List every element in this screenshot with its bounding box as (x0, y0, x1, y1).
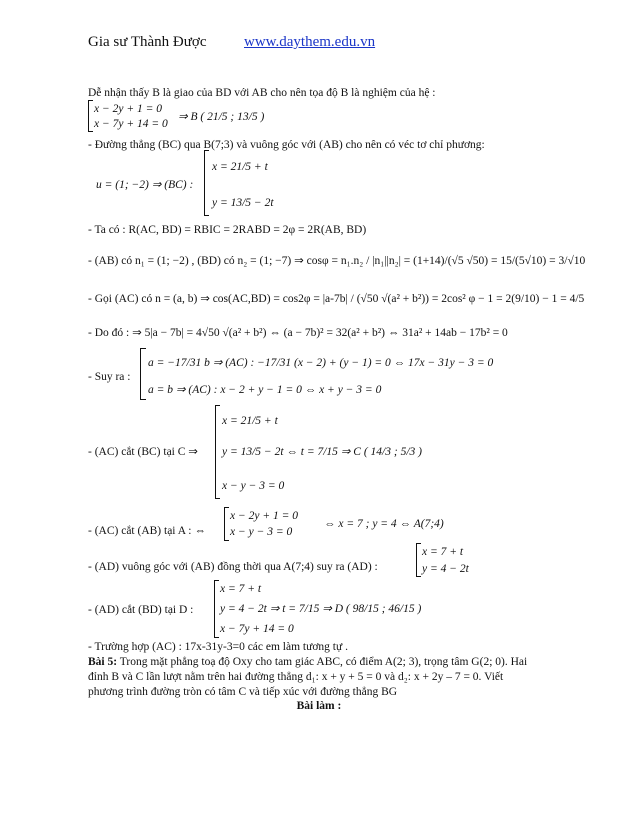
equation: x = 21/5 + t (222, 415, 278, 427)
equation: x = 7 + t (422, 546, 464, 558)
equation: x = 21/5 + t (212, 161, 268, 173)
system-brace (88, 100, 93, 132)
equation: a = −17/31 b ⇒ (AC) : −17/31 (x − 2) + (y − 1) = 0 ⇔ 17x − 31y − 3 = 0 (148, 357, 494, 369)
text-line: đỉnh B và C lần lượt nằm trên hai đường thẳng d₁: x + y + 5 = 0 và d₂: x + 2y – 7 = 0. Viết (88, 671, 504, 683)
equation: x − 2y + 1 = 0 (230, 510, 298, 522)
equation: x − y − 3 = 0 (222, 480, 285, 492)
page-header (88, 34, 376, 51)
text-line: - Suy ra : (88, 371, 131, 383)
system-brace (214, 580, 219, 638)
text-line: - Đường thẳng (BC) qua B(7;3) và vuông góc với (AB) cho nên có véc tơ chỉ phương: (88, 139, 485, 151)
equation-result: ⇔ x = 7 ; y = 4 ⇔ A(7;4) (324, 518, 444, 530)
text-line: - (AC) cắt (BC) tại C ⇒ (88, 446, 198, 458)
text-line: - (AD) vuông góc với (AB) đồng thời qua A(7;4) suy ra (AD) : (88, 561, 378, 573)
system-brace (416, 543, 421, 577)
equation: a = b ⇒ (AC) : x − 2 + y − 1 = 0 ⇔ x + y − 3 = 0 (148, 384, 382, 396)
header-website-link[interactable]: www.daythem.edu.vn (244, 34, 376, 50)
equation: x − 2y + 1 = 0 (94, 103, 162, 115)
system-brace (204, 150, 209, 216)
equation: y = 4 − 2t (422, 563, 469, 575)
system-brace (224, 507, 229, 541)
solution-heading: Bài làm : (296, 700, 342, 712)
equation: x − 7y + 14 = 0 (94, 118, 168, 130)
text-line: - Trường hợp (AC) : 17x-31y-3=0 các em làm tương tự . (88, 641, 348, 653)
text-line: - Do đó : ⇒ 5|a − 7b| = 4√50 √(a² + b²) ⇔ (a − 7b)² = 32(a² + b²) ⇔ 31a² + 14ab − 17b² = 0 (88, 327, 508, 339)
problem-5-line (88, 655, 527, 669)
equation: x − 7y + 14 = 0 (220, 623, 294, 635)
header-author: Gia sư Thành Được (88, 34, 207, 50)
text-line: Dễ nhận thấy B là giao của BD với AB cho nên tọa độ B là nghiệm của hệ : (88, 87, 436, 99)
system-bracket (140, 348, 146, 400)
text-line: - (AD) cắt (BD) tại D : (88, 604, 194, 616)
text-line: phương trình đường tròn có tâm C và tiếp xúc với đường thẳng BG (88, 686, 398, 698)
equation: y = 4 − 2t ⇒ t = 7/15 ⇒ D ( 98/15 ; 46/15 ) (220, 603, 422, 615)
system-brace (215, 405, 220, 499)
problem-5-text: Trong mặt phẳng toạ độ Oxy cho tam giác ABC, có điểm A(2; 3), trọng tâm G(2; 0). Hai (117, 656, 528, 668)
equation-result: ⇒ B ( 21/5 ; 13/5 ) (178, 111, 265, 123)
equation: u = (1; −2) ⇒ (BC) : (96, 179, 194, 191)
text-line: - (AC) cắt (AB) tại A : ⇔ (88, 525, 206, 537)
text-line: - (AB) có n₁ = (1; −2) , (BD) có n₂ = (1; −7) ⇒ cosφ = n₁.n₂ / |n₁||n₂| = (1+14)/(√5 √50) = 15/(5√10) = 3/√10 (88, 255, 586, 267)
equation: x = 7 + t (220, 583, 262, 595)
text-line: - Ta có : R(AC, BD) = RBIC = 2RABD = 2φ = 2R(AB, BD) (88, 224, 367, 236)
text-line: - Gọi (AC) có n = (a, b) ⇒ cos(AC,BD) = cos2φ = |a-7b| / (√50 √(a² + b²)) = 2cos² φ − 1 = 2(9/10) − 1 = 4/5 (88, 293, 585, 305)
equation: x − y − 3 = 0 (230, 526, 293, 538)
equation: y = 13/5 − 2t (212, 197, 274, 209)
problem-5-label: Bài 5: (88, 656, 118, 668)
equation: y = 13/5 − 2t ⇔ t = 7/15 ⇒ C ( 14/3 ; 5/3 ) (222, 446, 422, 458)
